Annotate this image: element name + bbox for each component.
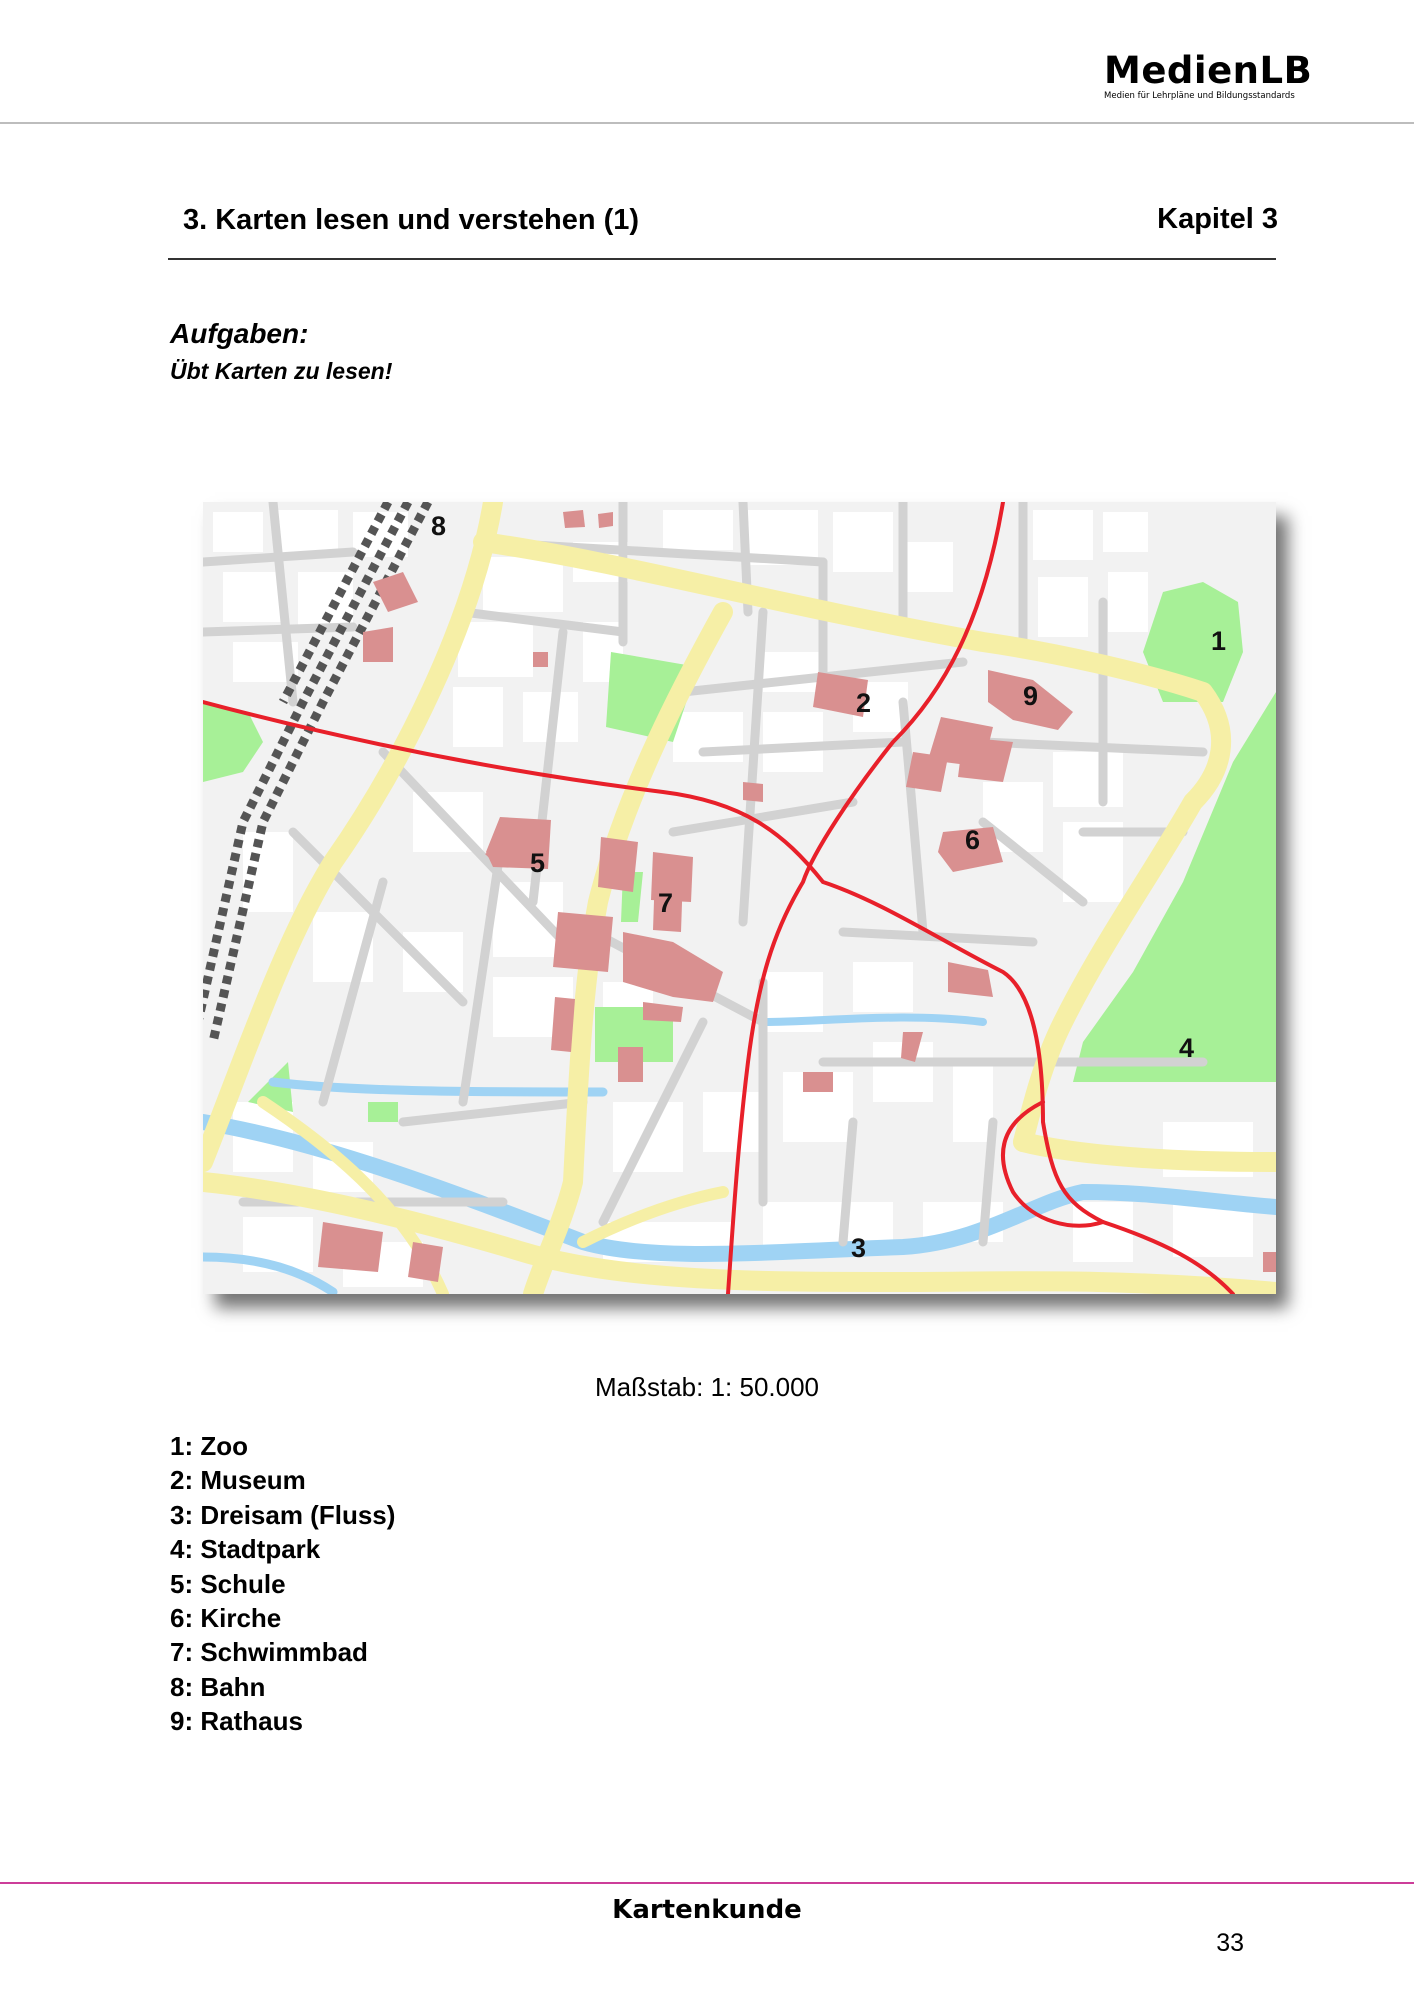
logo-name: MedienLB xyxy=(1104,49,1313,92)
legend-item: 8: Bahn xyxy=(170,1671,266,1702)
city-map xyxy=(203,502,1276,1294)
marker-museum: 2 xyxy=(856,688,872,718)
marker-city-hall: 9 xyxy=(1023,681,1039,711)
medienlb-logo xyxy=(1104,49,1313,101)
chapter-title: 3. Karten lesen und verstehen (1) xyxy=(183,204,640,236)
marker-railway: 8 xyxy=(431,511,447,541)
marker-river: 3 xyxy=(851,1233,867,1263)
tasks-instruction: Übt Karten zu lesen! xyxy=(170,358,393,384)
school-building xyxy=(598,837,638,892)
legend-item: 2: Museum xyxy=(170,1465,306,1496)
legend-item: 6: Kirche xyxy=(170,1603,282,1634)
marker-pool: 7 xyxy=(658,888,674,918)
footer-title: Kartenkunde xyxy=(612,1895,802,1925)
legend-item: 5: Schule xyxy=(170,1568,286,1599)
legend-item: 7: Schwimmbad xyxy=(170,1637,368,1668)
marker-city-park: 4 xyxy=(1179,1033,1195,1063)
map-legend xyxy=(170,1429,395,1739)
city-map-drawing xyxy=(203,502,1276,1294)
legend-item: 1: Zoo xyxy=(170,1431,248,1461)
marker-zoo: 1 xyxy=(1211,626,1227,656)
marker-school: 5 xyxy=(530,848,546,878)
marker-church: 6 xyxy=(965,825,981,855)
tasks-heading: Aufgaben: xyxy=(170,318,309,349)
chapter-divider xyxy=(168,258,1276,260)
legend-item: 9: Rathaus xyxy=(170,1706,303,1737)
map-scale: Maßstab: 1: 50.000 xyxy=(594,1372,820,1402)
page-number: 33 xyxy=(1216,1929,1244,1957)
footer-divider xyxy=(0,1882,1414,1884)
header-divider xyxy=(0,122,1414,124)
chapter-label: Kapitel 3 xyxy=(1157,203,1278,235)
legend-item: 3: Dreisam (Fluss) xyxy=(170,1499,396,1530)
logo-tagline: Medien für Lehrpläne und Bildungsstandards xyxy=(1104,91,1295,101)
legend-item: 4: Stadtpark xyxy=(170,1534,321,1565)
